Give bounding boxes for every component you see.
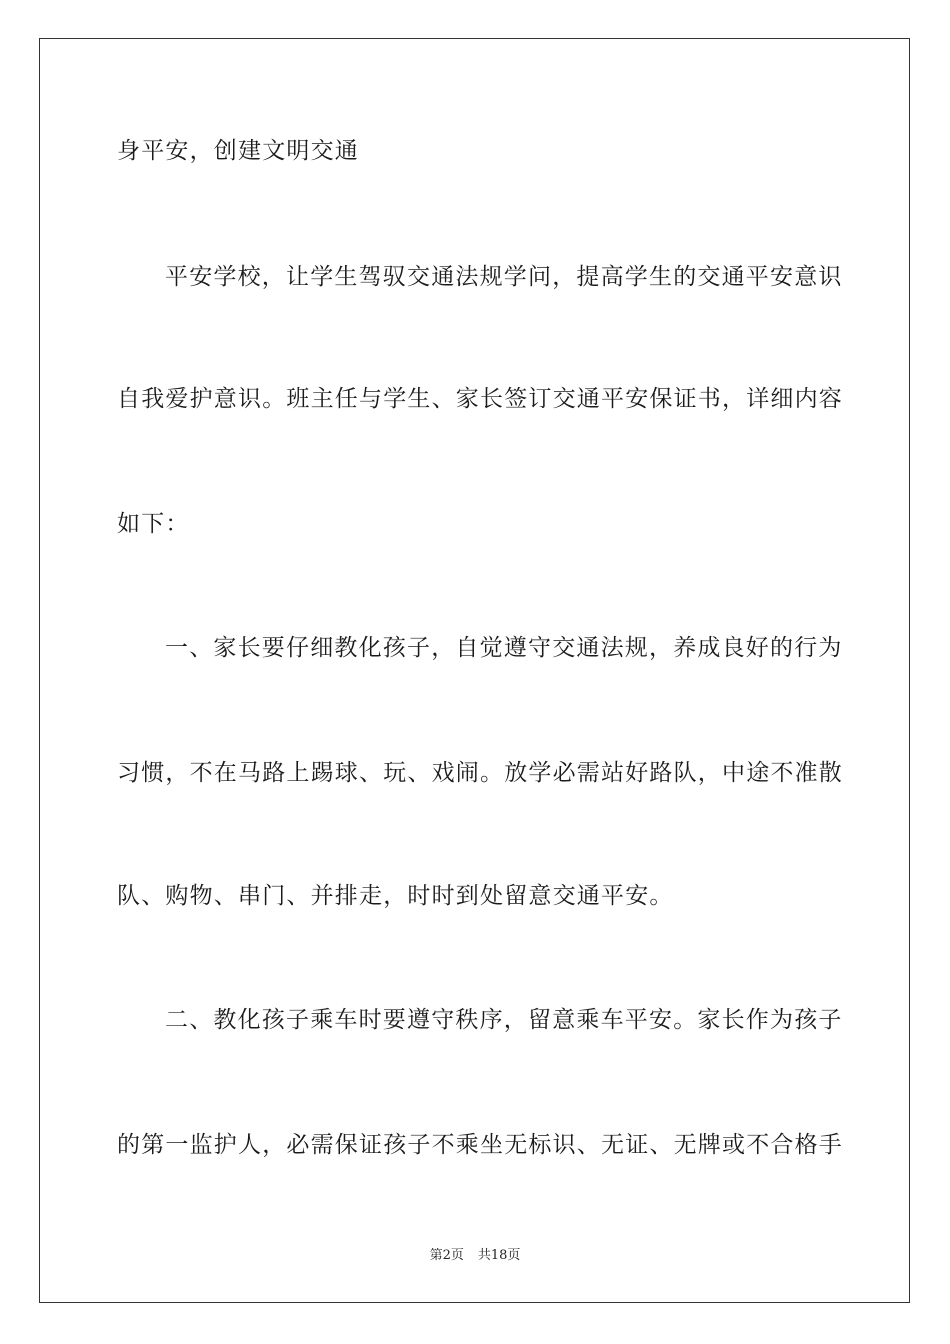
page-footer	[0, 1247, 950, 1265]
paragraph-2-line-2: 习惯，不在马路上踢球、玩、戏闹。放学必需站好路队，中途不准散	[117, 760, 843, 786]
paragraph-3-line-1: 二、教化孩子乘车时要遵守秩序，留意乘车平安。家长作为孩子	[165, 1007, 843, 1033]
page-border	[39, 38, 910, 1303]
paragraph-2-line-1: 一、家长要仔细教化孩子，自觉遵守交通法规，养成良好的行为	[165, 635, 843, 661]
paragraph-3-line-2: 的第一监护人，必需保证孩子不乘坐无标识、无证、无牌或不合格手	[117, 1132, 843, 1158]
paragraph-1-line-2: 自我爱护意识。班主任与学生、家长签订交通平安保证书，详细内容	[117, 386, 843, 412]
paragraph-1-line-3: 如下：	[117, 511, 190, 537]
paragraph-2-line-3: 队、购物、串门、并排走，时时到处留意交通平安。	[117, 883, 674, 909]
total-pages: 共18页	[477, 1248, 521, 1263]
page-number: 第2页	[429, 1248, 464, 1263]
text-line-1: 身平安，创建文明交通	[117, 138, 359, 164]
paragraph-1-line-1: 平安学校，让学生驾驭交通法规学问，提高学生的交通平安意识	[165, 264, 843, 290]
